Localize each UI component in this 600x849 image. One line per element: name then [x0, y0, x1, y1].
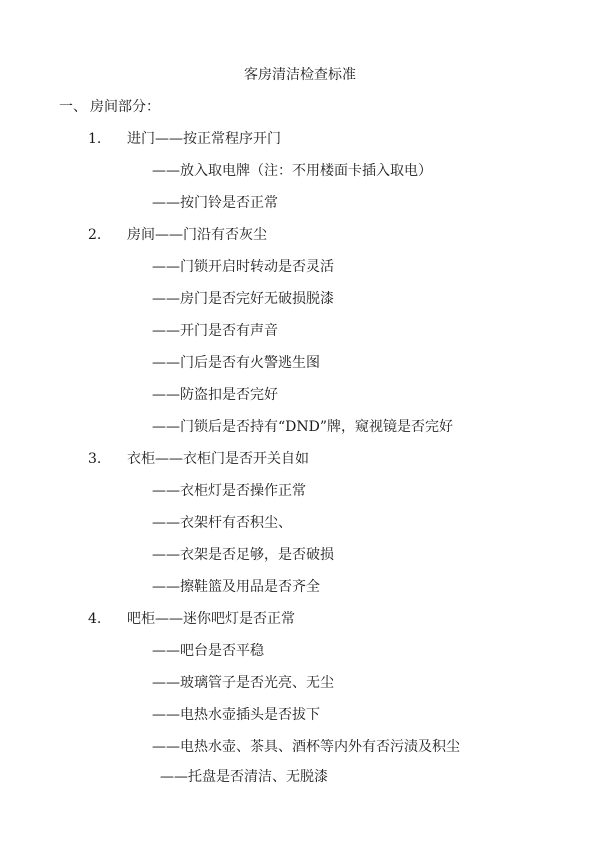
item-number: 3. [88, 451, 102, 467]
check-line: ——门后是否有火警逃生图 [152, 355, 320, 371]
check-line: ——电热水壶插头是否拔下 [152, 707, 320, 723]
section-number: 一、 [59, 99, 87, 115]
item-number: 4. [88, 611, 102, 627]
check-line: ——电热水壶、茶具、酒杯等内外有否污渍及积尘 [152, 739, 460, 755]
check-line: ——衣架是否足够，是否破损 [152, 547, 334, 563]
item-number: 1. [88, 131, 102, 147]
check-line: ——托盘是否清洁、无脱漆 [160, 769, 328, 785]
item-heading: 进门——按正常程序开门 [127, 131, 281, 147]
item-heading: 衣柜——衣柜门是否开关自如 [127, 451, 309, 467]
check-line: ——开门是否有声音 [152, 323, 278, 339]
check-line: ——房门是否完好无破损脱漆 [152, 291, 334, 307]
check-line: ——门锁开启时转动是否灵活 [152, 259, 334, 275]
check-line: ——吧台是否平稳 [152, 643, 264, 659]
item-heading: 房间——门沿有否灰尘 [127, 227, 267, 243]
check-line: ——按门铃是否正常 [152, 195, 278, 211]
item-heading: 吧柜——迷你吧灯是否正常 [127, 611, 295, 627]
item-number: 2. [88, 227, 102, 243]
check-line: ——擦鞋篮及用品是否齐全 [152, 579, 320, 595]
section-label: 房间部分： [90, 99, 160, 115]
check-line: ——衣柜灯是否操作正常 [152, 483, 306, 499]
check-line: ——玻璃管子是否光亮、无尘 [152, 675, 334, 691]
check-line: ——门锁后是否持有“DND”牌，窥视镜是否完好 [152, 419, 454, 435]
document-title: 客房清洁检查标准 [244, 67, 356, 83]
check-line: ——放入取电牌（注：不用楼面卡插入取电） [152, 163, 432, 179]
check-line: ——衣架杆有否积尘、 [152, 515, 292, 531]
check-line: ——防盗扣是否完好 [152, 387, 278, 403]
